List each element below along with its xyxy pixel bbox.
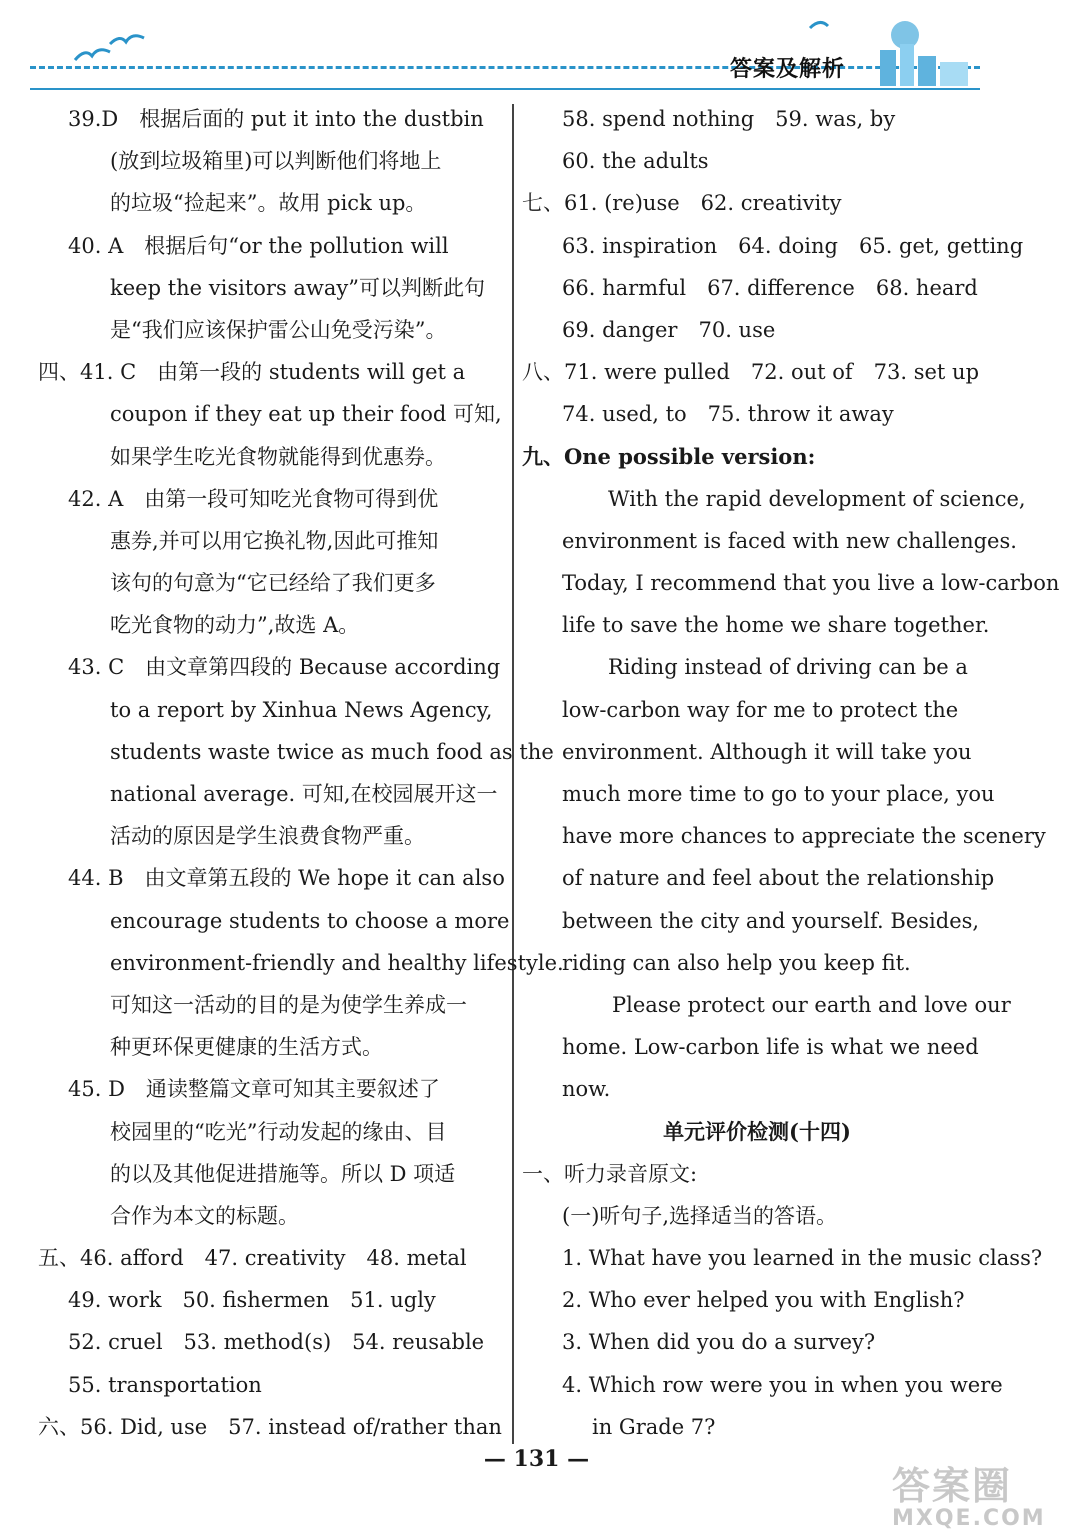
- text-line: 58. spend nothing 59. was, by: [562, 107, 896, 131]
- text-line: national average. 可知,在校园展开这一: [110, 782, 498, 806]
- text-line: 的以及其他促进措施等。所以 D 项适: [110, 1161, 456, 1186]
- text-line: (放到垃圾箱里)可以判断他们将地上: [110, 149, 442, 174]
- text-line: 1. What have you learned in the music class?: [562, 1246, 1043, 1271]
- text-line: 43. C 由文章第四段的 Because according: [68, 655, 501, 680]
- text-line: 四、41. C 由第一段的 students will get a: [38, 360, 466, 385]
- text-line: 六、56. Did, use 57. instead of/rather than: [38, 1414, 502, 1439]
- text-line: 种更环保更健康的生活方式。: [110, 1035, 383, 1060]
- page-header: [0, 0, 1073, 100]
- text-line: students waste twice as much food as the: [110, 739, 554, 764]
- text-line: 2. Who ever helped you with English?: [562, 1288, 965, 1313]
- text-line: 校园里的“吃光”行动发起的缘由、目: [110, 1119, 447, 1144]
- essay-line: much more time to go to your place, you: [562, 782, 995, 806]
- essay-line: Riding instead of driving can be a: [608, 655, 968, 680]
- text-line: 如果学生吃光食物就能得到优惠券。: [110, 444, 446, 469]
- watermark-logo: [892, 1455, 1062, 1531]
- right-column: [522, 98, 1060, 1448]
- text-line: 惠券,并可以用它换礼物,因此可推知: [110, 528, 439, 553]
- text-line: 七、61. (re)use 62. creativity: [522, 191, 842, 216]
- header-title: 答案及解析: [730, 57, 846, 82]
- text-line: 39.D 根据后面的 put it into the dustbin: [68, 107, 484, 131]
- text-line: 的垃圾“捡起来”。故用 pick up。: [110, 191, 427, 216]
- text-line: to a report by Xinhua News Agency,: [110, 697, 493, 722]
- text-line: 45. D 通读整篇文章可知其主要叙述了: [68, 1077, 440, 1102]
- text-line: 42. A 由第一段可知吃光食物可得到优: [68, 486, 439, 511]
- essay-line: of nature and feel about the relationship: [562, 866, 995, 891]
- text-line: 66. harmful 67. difference 68. heard: [562, 275, 978, 300]
- essay-line: life to save the home we share together.: [562, 613, 990, 638]
- text-line: coupon if they eat up their food 可知,: [110, 402, 502, 427]
- text-line: 活动的原因是学生浪费食物严重。: [110, 824, 425, 849]
- essay-line: Today, I recommend that you live a low-carbon: [562, 571, 1060, 596]
- text-line: 44. B 由文章第五段的 We hope it can also: [68, 866, 505, 891]
- essay-line: environment is faced with new challenges.: [562, 528, 1017, 553]
- text-line: 一、听力录音原文:: [522, 1161, 698, 1186]
- text-line: 八、71. were pulled 72. out of 73. set up: [522, 360, 980, 385]
- text-line: 3. When did you do a survey?: [562, 1330, 876, 1355]
- text-line: 52. cruel 53. method(s) 54. reusable: [68, 1330, 485, 1355]
- text-line: 63. inspiration 64. doing 65. get, getting: [562, 233, 1024, 258]
- text-line: environment-friendly and healthy lifestyle.: [110, 950, 564, 975]
- watermark-bottom-text: MXQE.COM: [892, 1506, 1046, 1531]
- text-line: 69. danger 70. use: [562, 317, 776, 342]
- text-line: keep the visitors away”可以判断此句: [110, 275, 486, 300]
- text-line: encourage students to choose a more: [110, 908, 510, 933]
- section-title: 单元评价检测(十四): [663, 1118, 851, 1144]
- text-line: 合作为本文的标题。: [110, 1203, 299, 1228]
- essay-line: riding can also help you keep fit.: [562, 950, 911, 975]
- essay-line: With the rapid development of science,: [608, 486, 1026, 511]
- essay-line: low-carbon way for me to protect the: [562, 697, 959, 722]
- text-line: in Grade 7?: [592, 1414, 716, 1439]
- text-line: 74. used, to 75. throw it away: [562, 402, 894, 427]
- text-line: 4. Which row were you in when you were: [562, 1372, 1003, 1397]
- text-line: 49. work 50. fishermen 51. ugly: [68, 1288, 436, 1313]
- watermark-top-text: 答案圈: [892, 1464, 1013, 1508]
- text-line: 55. transportation: [68, 1372, 262, 1397]
- text-line: 60. the adults: [562, 149, 709, 174]
- essay-line: environment. Although it will take you: [562, 739, 972, 764]
- city-skyline-icon: [800, 10, 980, 90]
- text-line: 五、46. afford 47. creativity 48. metal: [38, 1246, 467, 1271]
- essay-line: home. Low-carbon life is what we need: [562, 1035, 979, 1060]
- essay-line: now.: [562, 1077, 611, 1102]
- essay-heading: 九、One possible version:: [522, 443, 816, 469]
- text-line: 可知这一活动的目的是为使学生养成一: [110, 992, 467, 1017]
- text-line: 吃光食物的动力”,故选 A。: [110, 613, 360, 638]
- page-number: — 131 —: [483, 1446, 590, 1472]
- text-line: 是“我们应该保护雷公山免受污染”。: [110, 317, 447, 342]
- essay-line: between the city and yourself. Besides,: [562, 908, 980, 933]
- column-divider: [512, 104, 514, 1444]
- seagull-birds-icon: [70, 30, 150, 70]
- text-line: (一)听句子,选择适当的答语。: [562, 1203, 838, 1228]
- text-line: 40. A 根据后句“or the pollution will: [68, 233, 449, 258]
- essay-line: Please protect our earth and love our: [612, 992, 1011, 1017]
- text-line: 该句的句意为“它已经给了我们更多: [110, 571, 436, 596]
- left-column: [30, 98, 564, 1448]
- essay-line: have more chances to appreciate the scenery: [562, 824, 1046, 849]
